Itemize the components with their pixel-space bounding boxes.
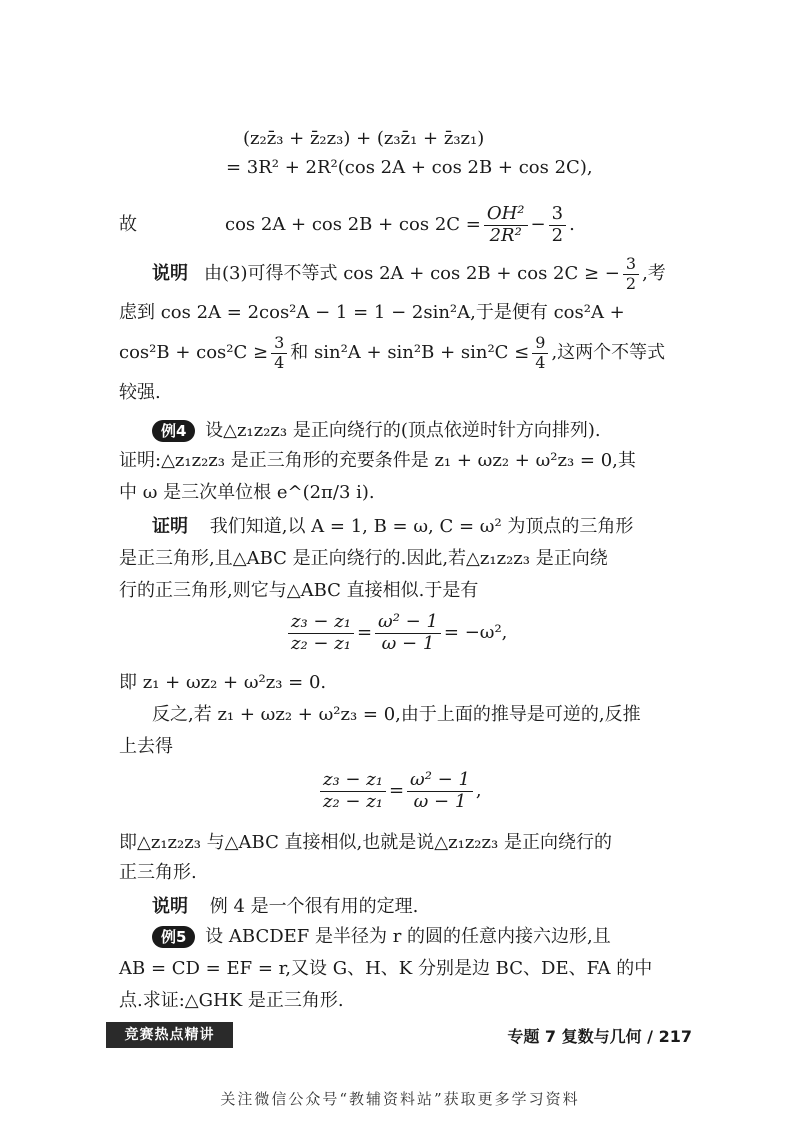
proof-line4: 即 z₁ + ωz₂ + ω²z₃ = 0. (119, 672, 327, 693)
eq1-line2: = 3R² + 2R²(cos 2A + cos 2B + cos 2C), (226, 157, 593, 178)
eq2-lead: 故 (119, 214, 137, 235)
ex4-line3: 中 ω 是三次单位根 e^(2π/3 i). (119, 482, 375, 503)
proof-line5: 反之,若 z₁ + ωz₂ + ω²z₃ = 0,由于上面的推导是可逆的,反推 (152, 704, 641, 725)
proof-eq1 (285, 608, 507, 658)
eq2-fraction2: $\frac{3}{2}$ (549, 205, 566, 246)
note1-text-b: ,考 (642, 263, 666, 284)
ex5-line2: AB = CD = EF = r,又设 G、H、K 分别是边 BC、DE、FA 的中 (119, 958, 653, 979)
proof-eq2-frac2: $\frac{\text{ω² − 1}}{\omega - 1}$ (407, 771, 473, 812)
eq2-lhs: cos 2A + cos 2B + cos 2C = (225, 214, 481, 235)
eq2-end: . (569, 214, 575, 235)
note2-text: 例 4 是一个很有用的定理. (209, 896, 419, 917)
running-footer: 专题 7 复数与几何 / 217 (507, 1027, 692, 1046)
note2-label: 说明 (152, 896, 188, 917)
ex4-badge: 例4 (152, 420, 195, 442)
note1-line1 (152, 254, 666, 294)
proof-line8: 正三角形. (119, 862, 197, 883)
proof-eq2-frac1: $\frac{\text{z₃ − z₁}}{\text{z₂ − z₁}}$ (320, 771, 386, 812)
proof-line1 (152, 514, 633, 540)
ex5-line1 (152, 924, 611, 950)
note1-l3-a: cos²B + cos²C ≥ (119, 342, 269, 363)
note1-frac: $\frac{3}{2}$ (623, 256, 639, 293)
note1-text-a: 由(3)可得不等式 cos 2A + cos 2B + cos 2C ≥ − (204, 263, 620, 284)
proof-eq1-equals: = (356, 622, 373, 643)
watermark-text: 关注微信公众号“教辅资料站”获取更多学习资料 (220, 1090, 580, 1108)
eq2-minus: − (530, 214, 546, 235)
proof-eq2 (317, 766, 482, 816)
ex5-line3: 点.求证:△GHK 是正三角形. (119, 990, 344, 1011)
note1-label: 说明 (152, 263, 188, 284)
note1-frac2: $\frac{3}{4}$ (271, 335, 287, 372)
note1-line2: 虑到 cos 2A = 2cos²A − 1 = 1 − 2sin²A,于是便有 cos²A + (119, 302, 625, 323)
proof-eq2-tail: , (475, 780, 482, 801)
note1-l3-c: ,这两个不等式 (551, 342, 666, 363)
eq2 (119, 200, 575, 250)
proof-label: 证明 (152, 516, 188, 537)
proof-line3: 行的正三角形,则它与△ABC 直接相似.于是有 (119, 580, 479, 601)
eq1-line1: (z₂z̄₃ + z̄₂z₃) + (z₃z̄₁ + z̄₃z₁) (243, 128, 485, 149)
proof-eq1-frac1: $\frac{\text{z₃ − z₁}}{\text{z₂ − z₁}}$ (288, 613, 354, 654)
note1-frac3: $\frac{9}{4}$ (532, 335, 548, 372)
eq2-fraction: $\frac{\text{OH²}}{\text{2R²}}$ (484, 205, 528, 246)
proof-eq1-tail: = −ω², (443, 622, 508, 643)
note1-line4: 较强. (119, 382, 161, 403)
proof-eq1-frac2: $\frac{\text{ω² − 1}}{\omega - 1}$ (375, 613, 441, 654)
ex5-badge: 例5 (152, 926, 195, 948)
proof-line7: 即△z₁z₂z₃ 与△ABC 直接相似,也就是说△z₁z₂z₃ 是正向绕行的 (119, 832, 612, 853)
ex4-line2: 证明:△z₁z₂z₃ 是正三角形的充要条件是 z₁ + ωz₂ + ω²z₃ = 0,其 (119, 450, 636, 471)
note1-line3 (119, 333, 665, 373)
ex4-line1 (152, 418, 601, 444)
proof-line6: 上去得 (119, 736, 173, 757)
note1-l3-b: 和 sin²A + sin²B + sin²C ≤ (290, 342, 530, 363)
ex5-text1: 设 ABCDEF 是半径为 r 的圆的任意内接六边形,且 (205, 926, 611, 947)
ex4-text1: 设△z₁z₂z₃ 是正向绕行的(顶点依逆时针方向排列). (205, 420, 601, 441)
section-chip: 竞赛热点精讲 (106, 1022, 233, 1048)
proof-text1: 我们知道,以 A = 1, B = ω, C = ω² 为顶点的三角形 (209, 516, 634, 537)
proof-eq2-equals: = (388, 780, 405, 801)
note2 (152, 894, 418, 920)
proof-line2: 是正三角形,且△ABC 是正向绕行的.因此,若△z₁z₂z₃ 是正向绕 (119, 548, 608, 569)
